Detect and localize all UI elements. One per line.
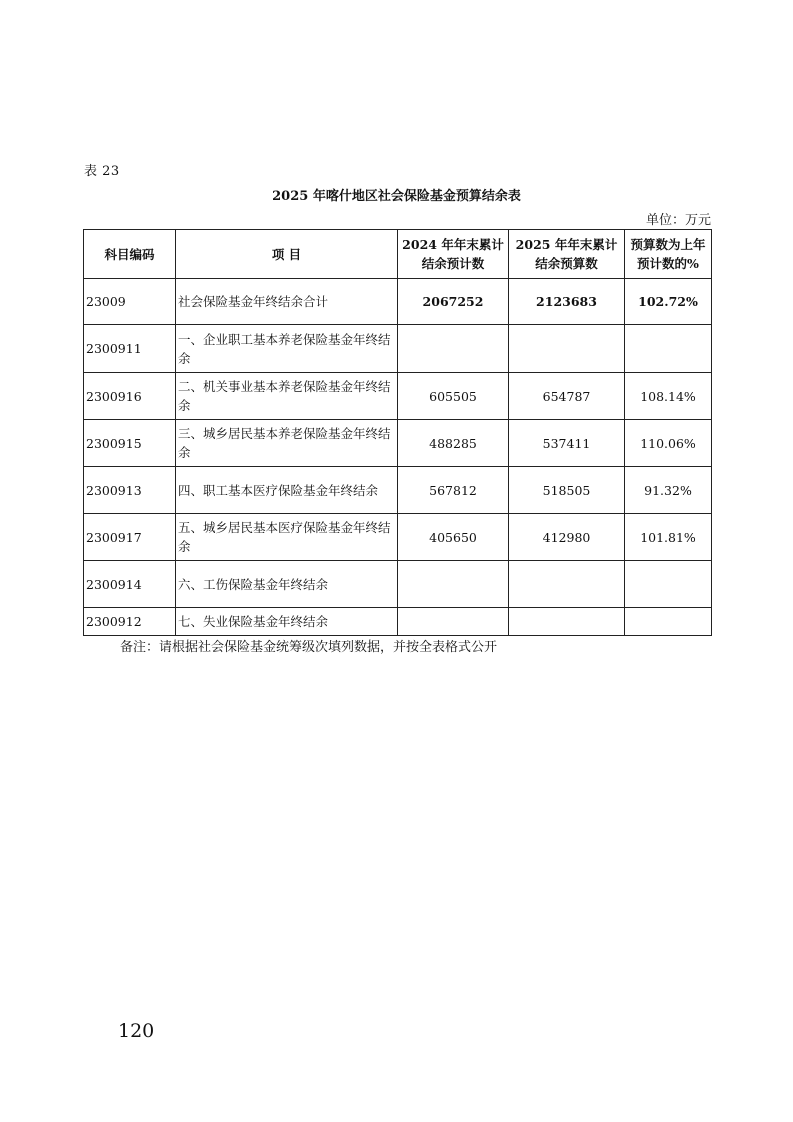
table-note: 备注：请根据社会保险基金统筹级次填列数据，并按全表格式公开	[120, 640, 498, 655]
table-row	[84, 608, 712, 636]
cell-item: 七、失业保险基金年终结余	[176, 608, 398, 636]
cell-ratio	[625, 561, 712, 608]
table-row	[84, 561, 712, 608]
cell-budget	[509, 608, 625, 636]
cell-code: 2300915	[84, 420, 176, 467]
cell-code: 2300916	[84, 373, 176, 420]
cell-ratio: 108.14%	[625, 373, 712, 420]
cell-item: 二、机关事业基本养老保险基金年终结余	[176, 373, 398, 420]
cell-budget	[509, 561, 625, 608]
cell-prev-estimate: 488285	[398, 420, 509, 467]
cell-prev-estimate	[398, 561, 509, 608]
cell-prev-estimate	[398, 608, 509, 636]
cell-item: 四、职工基本医疗保险基金年终结余	[176, 467, 398, 514]
column-header-budget: 2025 年年末累计结余预算数	[509, 230, 625, 279]
cell-code: 2300914	[84, 561, 176, 608]
unit-label: 单位：万元	[645, 213, 711, 228]
column-header-code: 科目编码	[84, 230, 176, 279]
cell-ratio: 91.32%	[625, 467, 712, 514]
cell-prev-estimate: 605505	[398, 373, 509, 420]
document-title: 2025 年喀什地区社会保险基金预算结余表	[272, 189, 521, 204]
cell-budget: 2123683	[509, 279, 625, 325]
cell-budget: 537411	[509, 420, 625, 467]
cell-code: 2300913	[84, 467, 176, 514]
page-number: 120	[118, 1020, 155, 1042]
cell-ratio	[625, 608, 712, 636]
cell-ratio: 101.81%	[625, 514, 712, 561]
cell-code: 2300917	[84, 514, 176, 561]
cell-code: 2300911	[84, 325, 176, 373]
cell-item: 五、城乡居民基本医疗保险基金年终结余	[176, 514, 398, 561]
cell-code: 23009	[84, 279, 176, 325]
cell-ratio: 102.72%	[625, 279, 712, 325]
cell-ratio: 110.06%	[625, 420, 712, 467]
cell-item: 一、企业职工基本养老保险基金年终结余	[176, 325, 398, 373]
cell-code: 2300912	[84, 608, 176, 636]
cell-budget	[509, 325, 625, 373]
cell-item: 社会保险基金年终结余合计	[176, 279, 398, 325]
cell-budget: 654787	[509, 373, 625, 420]
table-row	[84, 325, 712, 373]
cell-item: 三、城乡居民基本养老保险基金年终结余	[176, 420, 398, 467]
budget-balance-table	[83, 229, 712, 636]
column-header-item: 项 目	[176, 230, 398, 279]
table-row-total	[84, 279, 712, 325]
cell-prev-estimate: 567812	[398, 467, 509, 514]
table-header-row	[84, 230, 712, 279]
cell-prev-estimate: 405650	[398, 514, 509, 561]
cell-item: 六、工伤保险基金年终结余	[176, 561, 398, 608]
table-row	[84, 467, 712, 514]
table-number-label: 表 23	[84, 164, 120, 179]
cell-prev-estimate: 2067252	[398, 279, 509, 325]
column-header-ratio: 预算数为上年预计数的%	[625, 230, 712, 279]
cell-budget: 412980	[509, 514, 625, 561]
cell-budget: 518505	[509, 467, 625, 514]
cell-prev-estimate	[398, 325, 509, 373]
table-row	[84, 373, 712, 420]
table-row	[84, 514, 712, 561]
column-header-prev-estimate: 2024 年年末累计结余预计数	[398, 230, 509, 279]
table-row	[84, 420, 712, 467]
cell-ratio	[625, 325, 712, 373]
